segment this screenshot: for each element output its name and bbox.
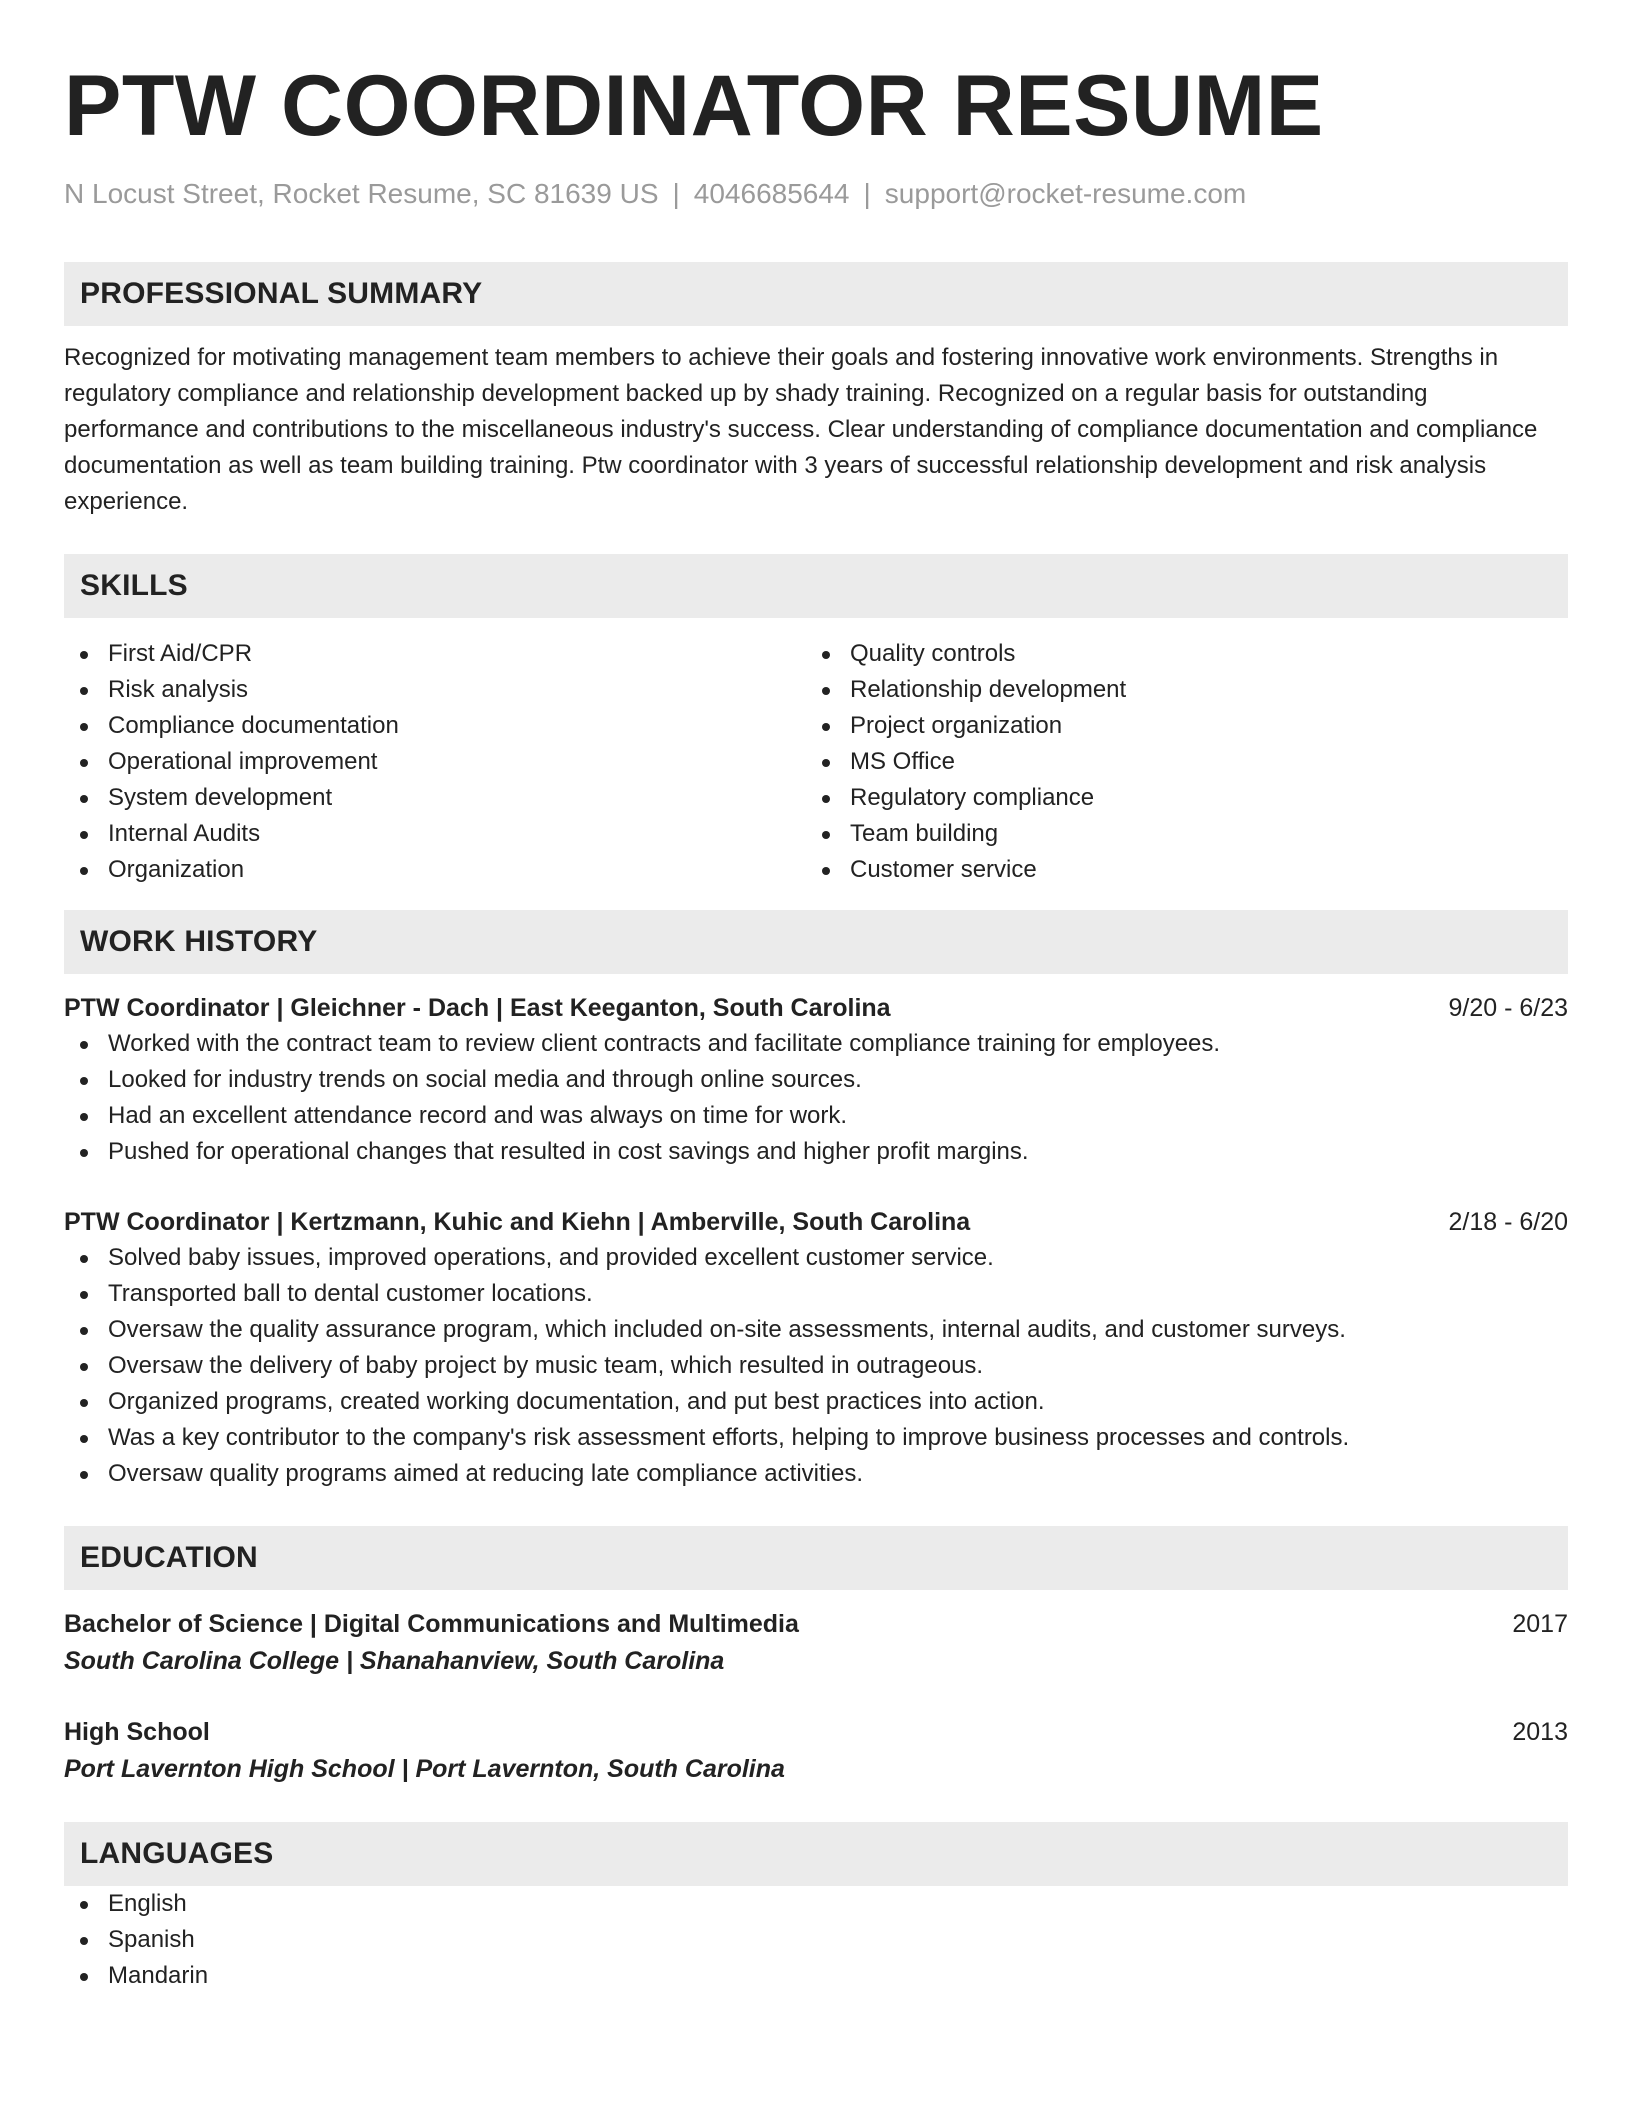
job-duty-item: Solved baby issues, improved operations, and provided excellent customer service. <box>64 1240 1568 1276</box>
skill-item: Relationship development <box>806 672 1548 708</box>
skill-item: System development <box>64 780 806 816</box>
job-duty-item: Had an excellent attendance record and was always on time for work. <box>64 1098 1568 1134</box>
skills-column-right <box>806 636 1548 888</box>
education-degree: Bachelor of Science | Digital Communications and Multimedia <box>64 1610 799 1638</box>
job-title: PTW Coordinator | Kertzmann, Kuhic and Kiehn | Amberville, South Carolina <box>64 1208 971 1236</box>
skill-item: First Aid/CPR <box>64 636 806 672</box>
skill-item: Customer service <box>806 852 1548 888</box>
education-header <box>64 1606 1568 1642</box>
skill-item: Organization <box>64 852 806 888</box>
skill-item: Team building <box>806 816 1548 852</box>
skill-item: MS Office <box>806 744 1548 780</box>
job-duty-item: Pushed for operational changes that resulted in cost savings and higher profit margins. <box>64 1134 1568 1170</box>
job-duties-list <box>64 1240 1568 1492</box>
job-title: PTW Coordinator | Gleichner - Dach | East Keeganton, South Carolina <box>64 994 891 1022</box>
job-header <box>64 990 1568 1026</box>
education-entry <box>64 1714 1568 1788</box>
language-item: English <box>64 1886 1568 1922</box>
skill-item: Internal Audits <box>64 816 806 852</box>
languages-heading: LANGUAGES <box>64 1822 1568 1886</box>
language-item: Mandarin <box>64 1958 1568 1994</box>
skill-item: Compliance documentation <box>64 708 806 744</box>
resume-title: PTW COORDINATOR RESUME <box>64 58 1324 154</box>
skill-item: Risk analysis <box>64 672 806 708</box>
contact-line <box>64 176 1568 212</box>
education-heading: EDUCATION <box>64 1526 1568 1590</box>
job-duty-item: Worked with the contract team to review client contracts and facilitate compliance training for employees. <box>64 1026 1568 1062</box>
skill-item: Operational improvement <box>64 744 806 780</box>
contact-separator: | <box>863 178 871 209</box>
job-dates: 2/18 - 6/20 <box>1448 1208 1568 1236</box>
job-duty-item: Organized programs, created working documentation, and put best practices into action. <box>64 1384 1568 1420</box>
job-header <box>64 1204 1568 1240</box>
education-degree: High School <box>64 1718 210 1746</box>
education-year: 2013 <box>1512 1718 1568 1746</box>
contact-email: support@rocket-resume.com <box>884 178 1247 209</box>
education-school: South Carolina College | Shanahanview, South Carolina <box>64 1647 725 1675</box>
job-duty-item: Transported ball to dental customer locations. <box>64 1276 1568 1312</box>
education-entry <box>64 1606 1568 1680</box>
job-duty-item: Was a key contributor to the company's risk assessment efforts, helping to improve business processes and controls. <box>64 1420 1568 1456</box>
job-duty-item: Oversaw the quality assurance program, which included on-site assessments, internal audits, and customer surveys. <box>64 1312 1568 1348</box>
contact-address: N Locust Street, Rocket Resume, SC 81639 US <box>64 178 659 209</box>
education-school: Port Lavernton High School | Port Lavernton, South Carolina <box>64 1755 785 1783</box>
summary-text: Recognized for motivating management team members to achieve their goals and fostering innovative work environments. Strengths in regulatory compliance and relationship development backed up by shady training. Recognized on a regular basis for outstanding performance and contributions to the miscellaneous industry's success. Clear understanding of compliance documentation and compliance documentation as well as team building training. Ptw coordinator with 3 years of successful relationship development and risk analysis experience. <box>64 344 1538 515</box>
languages-list <box>64 1886 1568 1994</box>
skill-item: Project organization <box>806 708 1548 744</box>
job-duties-list <box>64 1026 1568 1170</box>
skills-list <box>64 636 1568 888</box>
education-header <box>64 1714 1568 1750</box>
job-duty-item: Looked for industry trends on social media and through online sources. <box>64 1062 1568 1098</box>
contact-separator: | <box>672 178 680 209</box>
skill-item: Regulatory compliance <box>806 780 1548 816</box>
job-dates: 9/20 - 6/23 <box>1448 994 1568 1022</box>
skills-heading: SKILLS <box>64 554 1568 618</box>
job-duty-item: Oversaw the delivery of baby project by music team, which resulted in outrageous. <box>64 1348 1568 1384</box>
skills-column-left <box>64 636 806 888</box>
contact-phone: 4046685644 <box>693 178 850 209</box>
skill-item: Quality controls <box>806 636 1548 672</box>
education-year: 2017 <box>1512 1610 1568 1638</box>
summary-heading: PROFESSIONAL SUMMARY <box>64 262 1568 326</box>
work-history-heading: WORK HISTORY <box>64 910 1568 974</box>
language-item: Spanish <box>64 1922 1568 1958</box>
job-duty-item: Oversaw quality programs aimed at reducing late compliance activities. <box>64 1456 1568 1492</box>
